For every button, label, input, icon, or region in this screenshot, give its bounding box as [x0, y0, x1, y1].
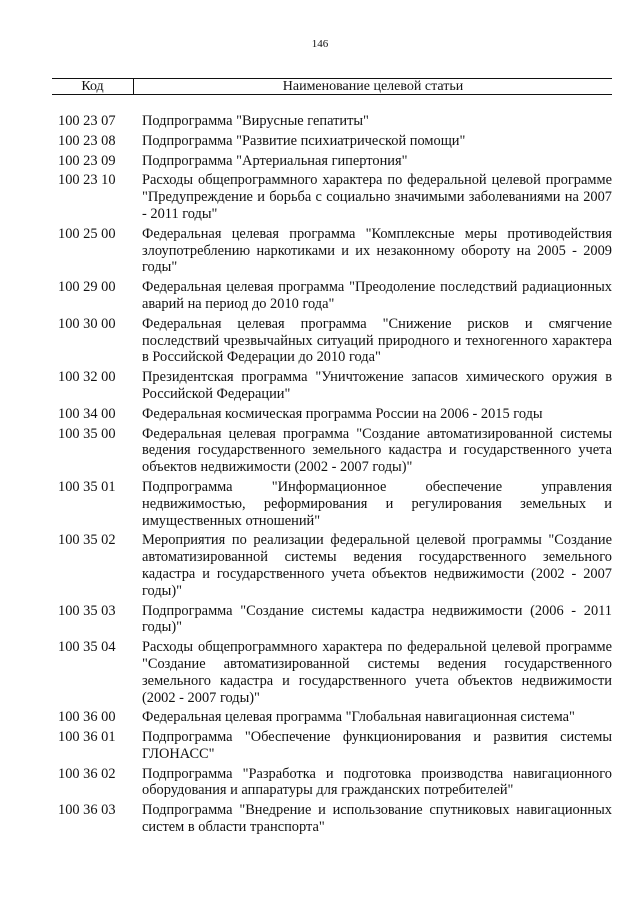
row-code: 100 29 00	[58, 279, 116, 296]
table-row	[52, 172, 612, 222]
row-name: Федеральная целевая программа "Преодоление последствий радиационных аварий на период до 2010 года"	[142, 279, 612, 312]
row-code: 100 35 03	[58, 602, 116, 619]
row-code: 100 36 03	[58, 802, 116, 819]
row-code: 100 23 09	[58, 152, 116, 169]
row-code: 100 34 00	[58, 405, 116, 422]
row-code: 100 23 07	[58, 113, 116, 129]
target-article-list	[52, 113, 612, 839]
row-code: 100 35 02	[58, 532, 116, 549]
table-row	[52, 279, 612, 313]
row-code: 100 23 08	[58, 132, 116, 149]
row-code: 100 36 01	[58, 729, 116, 746]
table-row	[52, 226, 612, 276]
row-code: 100 35 01	[58, 478, 116, 495]
row-code: 100 32 00	[58, 369, 116, 386]
table-row	[52, 802, 612, 836]
table-row	[52, 406, 612, 423]
row-name: Президентская программа "Уничтожение запасов химического оружия в Российской Федерации"	[142, 369, 612, 402]
table-row	[52, 426, 612, 476]
row-name: Подпрограмма "Внедрение и использование спутниковых навигационных систем в области транспорта"	[142, 802, 612, 836]
row-name: Подпрограмма "Развитие психиатрической помощи"	[142, 132, 466, 149]
table-row	[52, 639, 612, 706]
table-row	[52, 603, 612, 637]
table-row	[52, 709, 612, 726]
row-code: 100 23 10	[58, 172, 116, 189]
row-code: 100 35 04	[58, 639, 116, 656]
row-name: Федеральная целевая программа "Создание автоматизированной системы ведения государственного земельного кадастра и государственного учета объектов недвижимости (2002 - 2007 годы)"	[142, 425, 612, 476]
row-code: 100 25 00	[58, 225, 116, 242]
row-name: Подпрограмма "Создание системы кадастра недвижимости (2006 - 2011 годы)"	[142, 602, 612, 636]
row-name: Подпрограмма "Артериальная гипертония"	[142, 152, 408, 169]
name-column-header: Наименование целевой статьи	[282, 79, 464, 94]
table-row	[52, 766, 612, 800]
row-name: Подпрограмма "Разработка и подготовка производства навигационного оборудования и аппаратуры для гражданских потребителей"	[142, 765, 612, 799]
row-code: 100 36 00	[58, 709, 116, 726]
table-row	[52, 316, 612, 366]
table-row	[52, 479, 612, 529]
table-row	[52, 133, 612, 150]
table-header	[52, 78, 612, 95]
row-name: Подпрограмма "Вирусные гепатиты"	[142, 113, 369, 129]
table-row	[52, 113, 612, 130]
page-number: 146	[311, 38, 329, 50]
row-name: Подпрограмма "Информационное обеспечение управления недвижимостью, реформирования и регулирования земельных и имущественных отношений"	[142, 478, 612, 529]
row-name: Расходы общепрограммного характера по федеральной целевой программе "Предупреждение и борьба с социально значимыми заболеваниями на 2007 - 2011 годы"	[142, 172, 612, 222]
row-name: Подпрограмма "Обеспечение функционирования и развития системы ГЛОНАСС"	[142, 729, 612, 762]
row-code: 100 36 02	[58, 765, 116, 782]
row-name: Федеральная целевая программа "Глобальная навигационная система"	[142, 709, 575, 726]
code-column-header: Код	[52, 79, 134, 94]
table-row	[52, 532, 612, 599]
row-code: 100 30 00	[58, 315, 116, 332]
row-name: Федеральная космическая программа России на 2006 - 2015 годы	[142, 405, 543, 422]
row-name: Мероприятия по реализации федеральной целевой программы "Создание автоматизированной системы ведения государственного земельного кадастра и государственного учета объектов недвижимости (2002 - 2007 годы)"	[142, 532, 612, 599]
row-name: Федеральная целевая программа "Комплексные меры противодействия злоупотреблению наркотиками и их незаконному обороту на 2005 - 2009 годы"	[142, 225, 612, 276]
table-row	[52, 729, 612, 763]
table-row	[52, 369, 612, 403]
row-code: 100 35 00	[58, 425, 116, 442]
table-row	[52, 153, 612, 170]
row-name: Расходы общепрограммного характера по федеральной целевой программе "Создание автоматизированной системы ведения государственного земельного кадастра и государственного учета объектов недвижимости (2002 - 2007 годы)"	[142, 639, 612, 706]
row-name: Федеральная целевая программа "Снижение рисков и смягчение последствий чрезвычайных ситуаций природного и техногенного характера в Российской Федерации до 2010 года"	[142, 315, 612, 366]
